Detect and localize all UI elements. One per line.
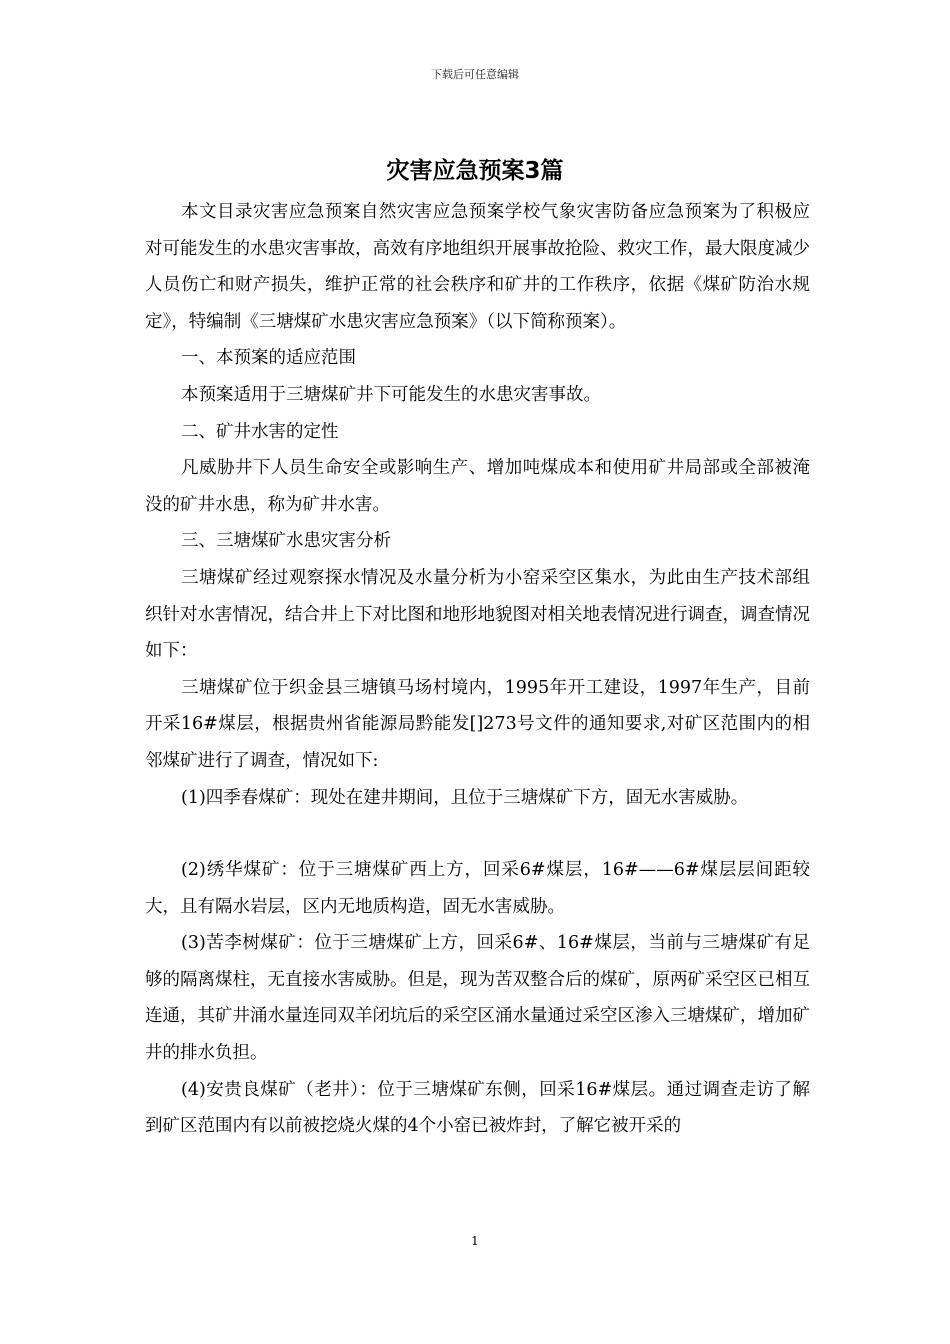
intro-paragraph: 本文目录灾害应急预案自然灾害应急预案学校气象灾害防备应急预案为了积极应对可能发生的水患灾害事故，高效有序地组织开展事故抢险、救灾工作，最大限度减少人员伤亡和财产损失，维护正常的社会秩序和矿井的工作秩序，依据《煤矿防治水规定》，特编制《三塘煤矿水患灾害应急预案》（以下简称预案）。 xyxy=(145,202,810,332)
list-item: (4)安贵良煤矿（老井）：位于三塘煤矿东侧，回采16#煤层。通过调查走访了解到矿区范围内有以前被挖烧火煤的4个小窑已被炸封，了解它被开采的 xyxy=(145,1079,810,1137)
body-paragraph: 三塘煤矿经过观察探水情况及水量分析为小窑采空区集水，为此由生产技术部组织针对水害情况，结合井上下对比图和地形地貌图对相关地表情况进行调查，调查情况如下： xyxy=(145,567,810,662)
list-item: (1)四季春煤矿：现处在建井期间，且位于三塘煤矿下方，固无水害威胁。 xyxy=(181,787,749,808)
document-title: 灾害应急预案3篇 xyxy=(386,158,564,184)
body-paragraph: 三塘煤矿位于织金县三塘镇马场村境内，1995年开工建设，1997年生产，目前开采16#煤层，根据贵州省能源局黔能发[]273号文件的通知要求,对矿区范围内的相邻煤矿进行了调查，情况如下: xyxy=(145,677,810,771)
list-item: (2)绣华煤矿：位于三塘煤矿西上方，回采6#煤层，16#——6#煤层层间距较大，且有隔水岩层，区内无地质构造，固无水害威胁。 xyxy=(145,860,810,917)
page-header: 下载后可任意编辑 xyxy=(431,68,519,81)
body-paragraph: 本预案适用于三塘煤矿井下可能发生的水患灾害事故。 xyxy=(181,384,601,405)
body-paragraph: 凡威胁井下人员生命安全或影响生产、增加吨煤成本和使用矿井局部或全部被淹没的矿井水患，称为矿井水害。 xyxy=(145,458,810,515)
section-heading: 一、本预案的适应范围 xyxy=(181,348,356,369)
section-heading: 二、矿井水害的定性 xyxy=(181,421,339,442)
list-item: (3)苦李树煤矿：位于三塘煤矿上方，回采6#、16#煤层，当前与三塘煤矿有足够的隔离煤柱，无直接水害威胁。但是，现为苦双整合后的煤矿，原两矿采空区已相互连通，其矿井涌水量连同双羊闭坑后的采空区涌水量通过采空区渗入三塘煤矿，增加矿井的排水负担。 xyxy=(145,933,810,1064)
page-number: 1 xyxy=(471,1234,479,1248)
document-body xyxy=(145,194,810,1145)
section-heading: 三、三塘煤矿水患灾害分析 xyxy=(181,531,391,552)
